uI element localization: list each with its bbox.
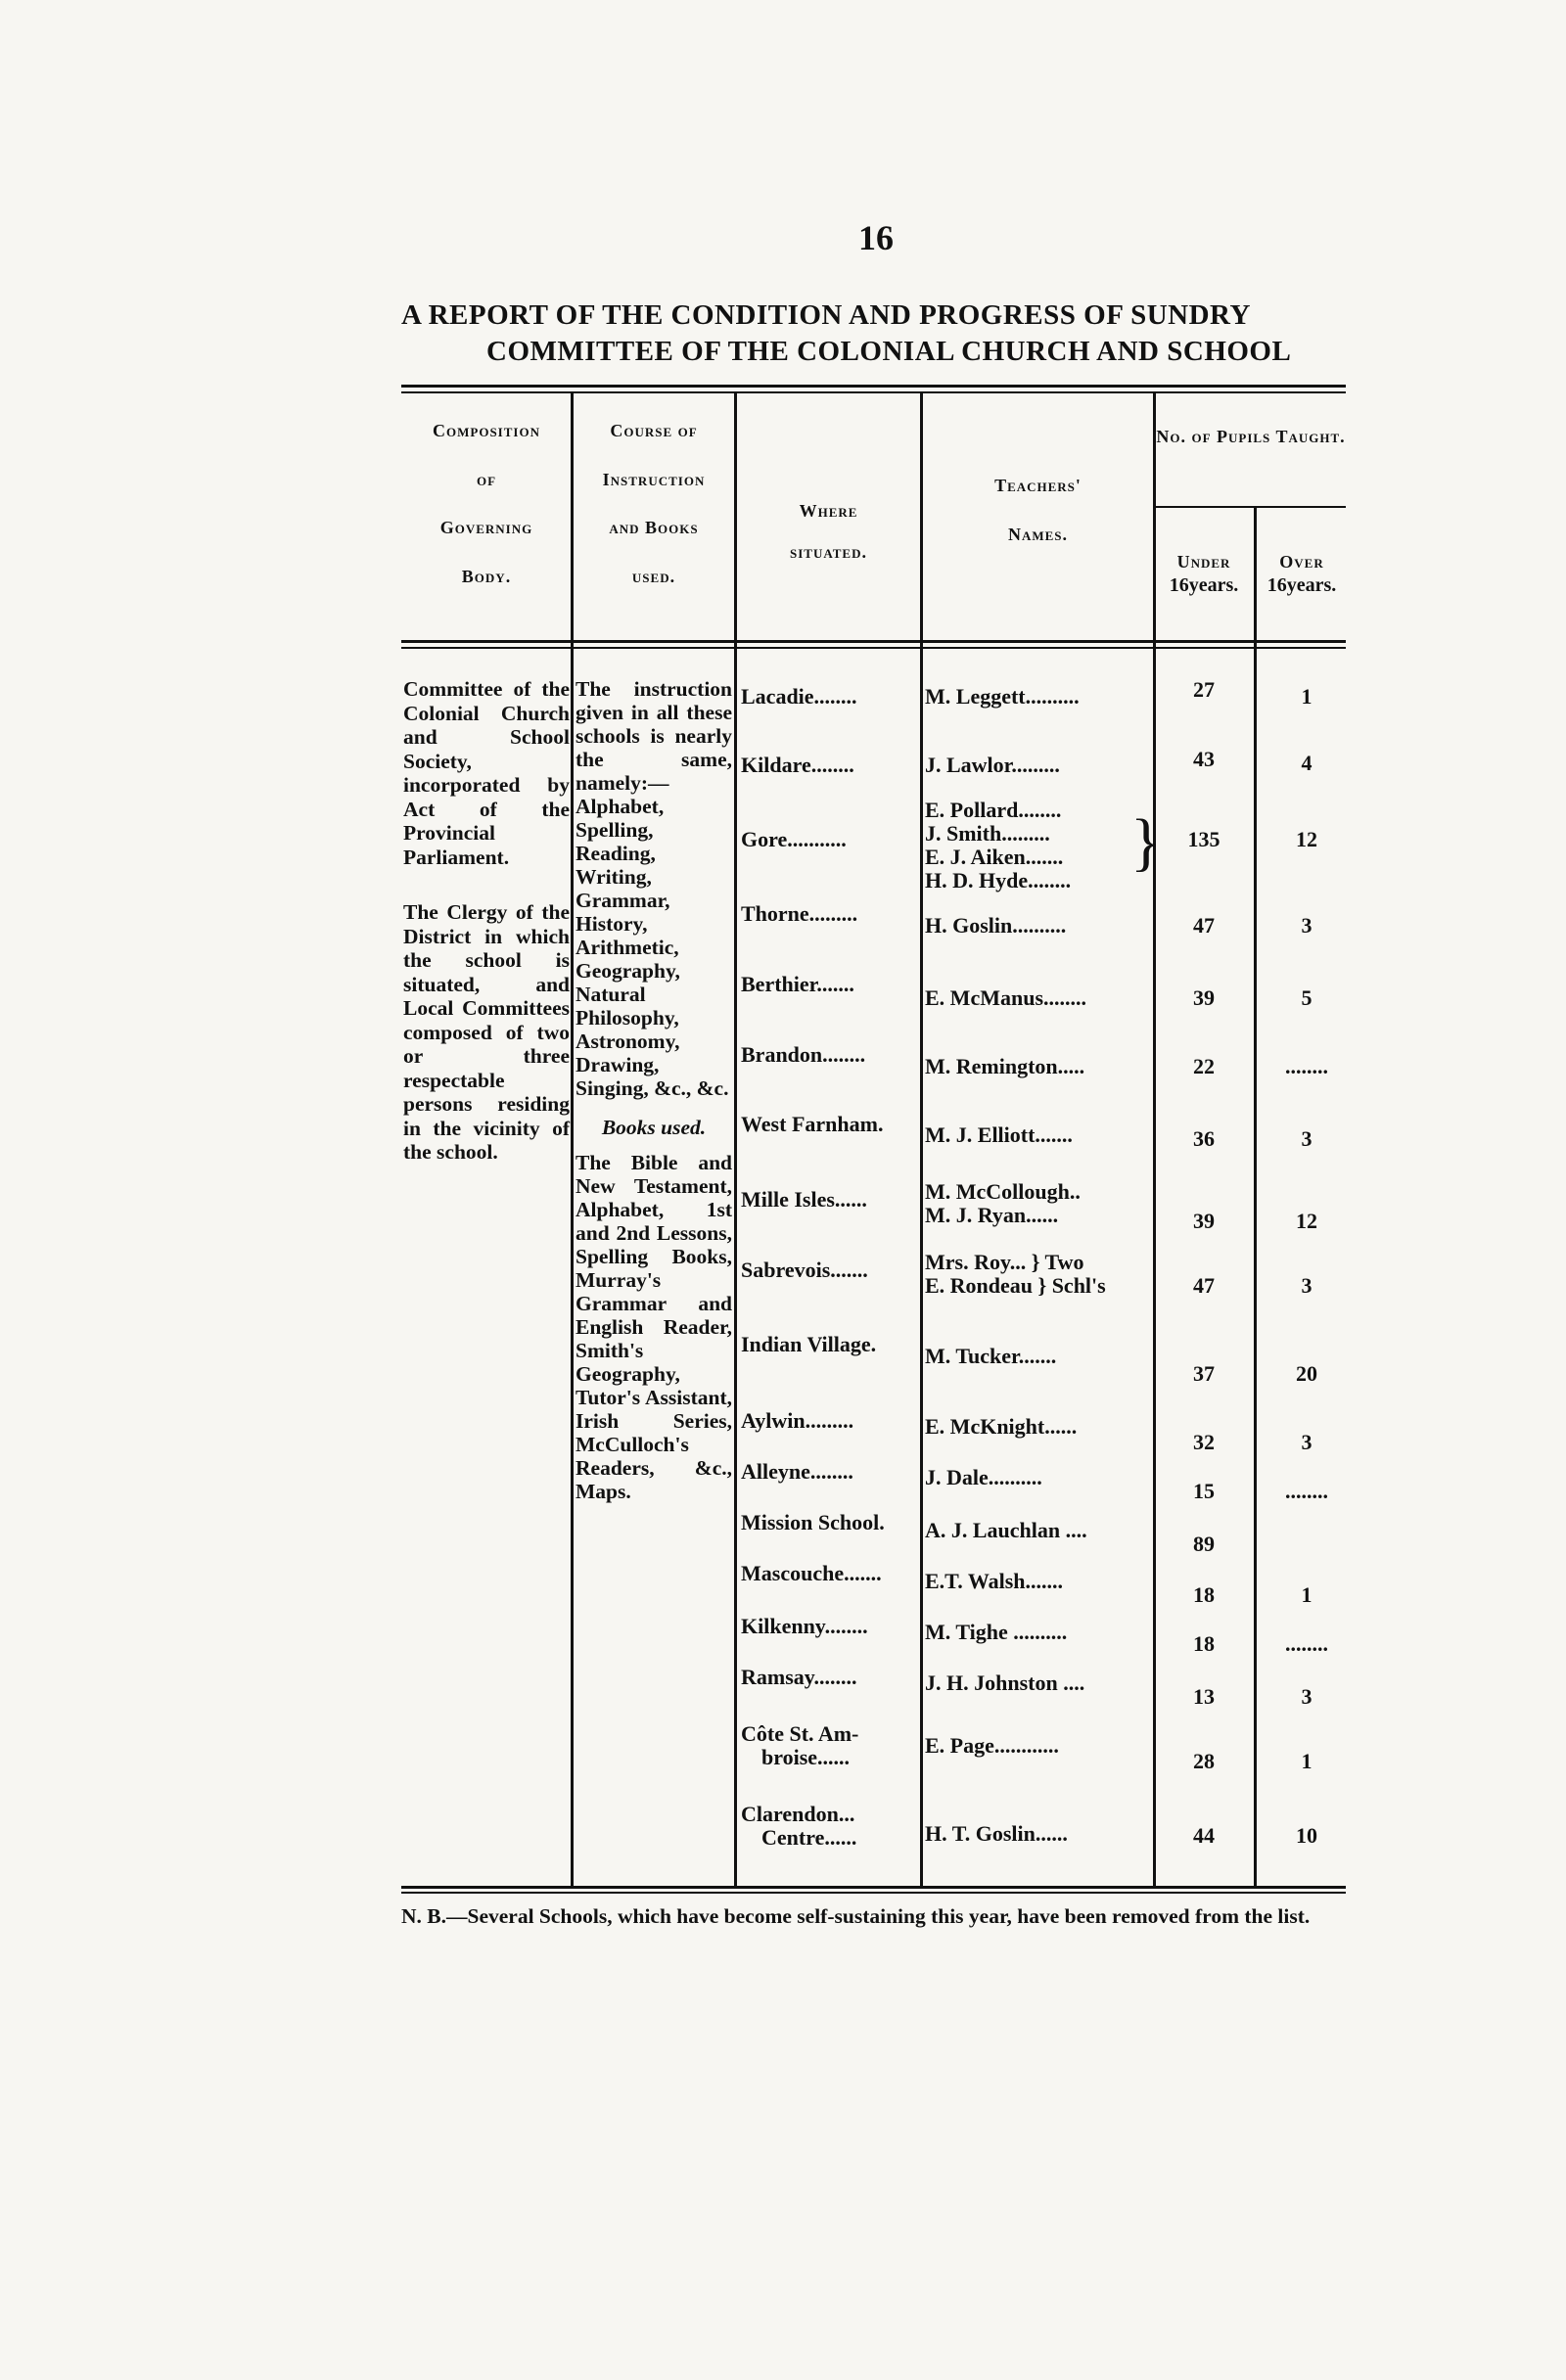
books-used-heading: Books used.: [601, 1116, 707, 1139]
report-title-line-2: COMMITTEE OF THE COLONIAL CHURCH AND SCHOOL: [486, 336, 1292, 367]
pupils-over-16: 10: [1296, 1823, 1317, 1848]
header-composition: [403, 421, 570, 587]
header-bottom-rule-2: [401, 647, 1346, 649]
teacher-name: M. McCollough..: [925, 1179, 1081, 1204]
top-double-rule-1: [401, 385, 1346, 388]
header-instruction: [574, 421, 734, 587]
pupils-under-16: 89: [1193, 1532, 1215, 1556]
place-name: Brandon........: [741, 1042, 866, 1067]
bottom-double-rule-2: [401, 1892, 1346, 1894]
pupils-under-16: 36: [1193, 1126, 1215, 1151]
place-name: Berthier.......: [741, 972, 854, 996]
pupils-over-16: ........: [1285, 1631, 1328, 1656]
teacher-name: E. McManus........: [925, 985, 1086, 1010]
column-divider-5: [1254, 506, 1257, 1886]
header-composition-line: Body.: [461, 566, 512, 586]
composition-clergy: The Clergy of the District in which the school is situated, and Local Committees composed of two or three respectable persons residing in the vicinity of the school.: [403, 900, 570, 1164]
pupils-under-16: 47: [1193, 1273, 1215, 1298]
pupils-under-16: 39: [1193, 1209, 1215, 1233]
teacher-name: H. Goslin..........: [925, 913, 1067, 938]
pupils-over-16: 4: [1301, 751, 1313, 775]
header-teachers-names: [923, 476, 1153, 545]
header-instruction-line: used.: [631, 566, 676, 586]
top-double-rule-2: [401, 391, 1346, 393]
teacher-name: H. D. Hyde........: [925, 868, 1072, 892]
column-divider-2: [734, 393, 737, 1886]
teacher-name: M. Remington.....: [925, 1054, 1085, 1078]
header-over-16: [1257, 552, 1347, 597]
pupils-under-16: 44: [1193, 1823, 1215, 1848]
teacher-name: M. J. Ryan......: [925, 1203, 1059, 1227]
pupils-over-16: ........: [1285, 1479, 1328, 1503]
pupils-over-16: 1: [1301, 1749, 1313, 1773]
teacher-name: E. Page............: [925, 1733, 1059, 1758]
header-instruction-line: Course of: [610, 421, 698, 440]
teacher-name: E. Rondeau } Schl's: [925, 1273, 1106, 1298]
teacher-name: J. Dale..........: [925, 1465, 1042, 1489]
place-name: Kildare........: [741, 753, 854, 777]
pupils-over-16: 1: [1301, 1582, 1313, 1607]
header-where-situated: [737, 501, 920, 563]
teacher-name: E. J. Aiken.......: [925, 845, 1064, 869]
pupils-subheader-rule: [1155, 506, 1346, 508]
header-over-line: Over: [1279, 552, 1324, 572]
pupils-under-16: 39: [1193, 985, 1215, 1010]
pupils-under-16: 27: [1193, 677, 1215, 702]
books-list: The Bible and New Testament, Alphabet, 1st and 2nd Lessons, Spelling Books, Murray's Grammar and English Reader, Smith's Geography, Tutor's Assistant, Irish Series, McCulloch's Readers, &c., Maps.: [576, 1151, 732, 1503]
teacher-name: Mrs. Roy... } Two: [925, 1250, 1084, 1274]
instruction-subjects: The instruction given in all these schools is nearly the same, namely:—Alphabet, Spelling, Reading, Writing, Grammar, History, Arithmetic, Geography, Natural Philosophy, Astronomy, Drawing, Singing, &c., &c.: [576, 677, 732, 1100]
teacher-name: E. Pollard........: [925, 798, 1062, 822]
header-instruction-line: and Books: [609, 518, 699, 538]
place-name: Thorne.........: [741, 901, 858, 926]
teacher-name: M. Leggett..........: [925, 684, 1080, 709]
brace-glyph: }: [1130, 806, 1162, 878]
composition-committee: Committee of the Colonial Church and School Society, incorporated by Act of the Provincial Parliament.: [403, 677, 570, 869]
pupils-under-16: 37: [1193, 1361, 1215, 1386]
teacher-name: A. J. Lauchlan ....: [925, 1518, 1087, 1542]
pupils-over-16: 12: [1296, 1209, 1317, 1233]
column-divider-3: [920, 393, 923, 1886]
pupils-under-16: 13: [1193, 1684, 1215, 1709]
footnote: N. B.—Several Schools, which have become self-sustaining this year, have been removed from the list.: [401, 1904, 1311, 1928]
header-under-line: 16years.: [1169, 573, 1239, 596]
bottom-double-rule-1: [401, 1886, 1346, 1889]
header-composition-line: Composition: [433, 421, 540, 440]
pupils-under-16: 135: [1187, 827, 1221, 851]
header-where-line: situated.: [789, 541, 867, 562]
teacher-name: M. J. Elliott.......: [925, 1122, 1073, 1147]
place-name: Indian Village.: [741, 1332, 877, 1356]
place-name: Centre......: [761, 1825, 857, 1850]
pupils-over-16: 3: [1301, 1684, 1313, 1709]
teacher-name: J. Smith.........: [925, 821, 1050, 846]
header-instruction-line: Instruction: [602, 469, 706, 489]
composition-column: [403, 677, 570, 1196]
pupils-over-16: 3: [1301, 913, 1313, 938]
place-name: Mascouche.......: [741, 1561, 882, 1585]
header-under-16: [1155, 552, 1253, 597]
place-name: Aylwin.........: [741, 1408, 854, 1433]
place-name: Lacadie........: [741, 684, 857, 709]
pupils-under-16: 22: [1193, 1054, 1215, 1078]
teacher-name: J. H. Johnston ....: [925, 1671, 1085, 1695]
teacher-name: H. T. Goslin......: [925, 1821, 1068, 1846]
header-teachers-line: Teachers': [994, 476, 1082, 495]
place-name: Alleyne........: [741, 1459, 853, 1484]
pupils-under-16: 43: [1193, 747, 1215, 771]
header-composition-line: Governing: [439, 518, 533, 538]
header-bottom-rule-1: [401, 640, 1346, 643]
header-over-line: 16years.: [1267, 573, 1337, 596]
header-teachers-line: Names.: [1007, 524, 1069, 544]
pupils-over-16: ........: [1285, 1054, 1328, 1078]
report-title-line-1: A REPORT OF THE CONDITION AND PROGRESS OF SUNDRY: [401, 299, 1251, 331]
teacher-name: M. Tighe ..........: [925, 1620, 1068, 1644]
pupils-over-16: 3: [1301, 1273, 1313, 1298]
place-name: Mille Isles......: [741, 1187, 867, 1212]
pupils-under-16: 28: [1193, 1749, 1215, 1773]
teacher-name: E.T. Walsh.......: [925, 1569, 1064, 1593]
teacher-name: M. Tucker.......: [925, 1344, 1057, 1368]
pupils-over-16: 3: [1301, 1430, 1313, 1454]
pupils-under-16: 18: [1193, 1631, 1215, 1656]
pupils-over-16: 20: [1296, 1361, 1317, 1386]
pupils-over-16: 3: [1301, 1126, 1313, 1151]
pupils-under-16: 47: [1193, 913, 1215, 938]
place-name: Gore...........: [741, 827, 847, 851]
pupils-under-16: 32: [1193, 1430, 1215, 1454]
place-name: Sabrevois.......: [741, 1258, 868, 1282]
column-divider-1: [571, 393, 574, 1886]
place-name: West Farnham.: [741, 1112, 884, 1136]
page-number: 16: [858, 218, 894, 257]
pupils-under-16: 15: [1193, 1479, 1215, 1503]
place-name: Kilkenny........: [741, 1614, 868, 1638]
pupils-under-16: 18: [1193, 1582, 1215, 1607]
pupils-over-16: 1: [1301, 684, 1313, 709]
pupils-over-16: 5: [1301, 985, 1313, 1010]
place-name: Clarendon...: [741, 1802, 855, 1826]
place-name: Ramsay........: [741, 1665, 857, 1689]
pupils-over-16: 12: [1296, 827, 1317, 851]
place-name: Mission School.: [741, 1510, 885, 1534]
header-where-line: Where: [799, 501, 858, 521]
place-name: Côte St. Am-: [741, 1721, 859, 1746]
teacher-name: E. McKnight......: [925, 1414, 1078, 1439]
teacher-name: J. Lawlor.........: [925, 753, 1060, 777]
header-under-line: Under: [1176, 552, 1231, 572]
instruction-column: [576, 677, 732, 1503]
header-pupils-taught: No. of Pupils Taught.: [1156, 427, 1346, 446]
place-name: broise......: [761, 1745, 851, 1769]
header-composition-line: of: [476, 469, 497, 489]
